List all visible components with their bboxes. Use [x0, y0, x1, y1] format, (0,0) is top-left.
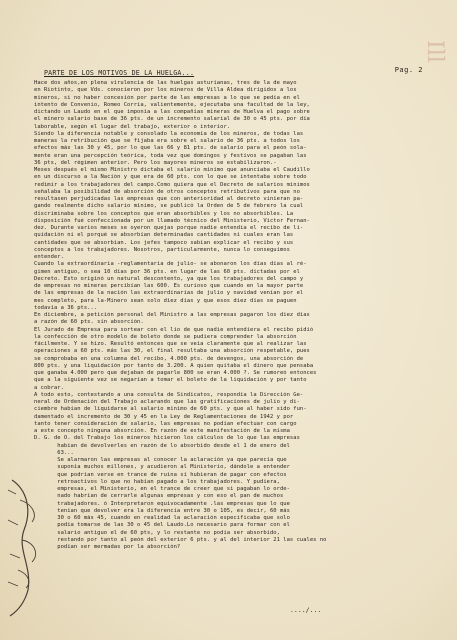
text-line: resultasen perjudicadas las empresas que con anterioridad al decreto vinieran pa- — [34, 196, 304, 202]
text-line: empresas, el Ministerio, en el trance de creer que si pagaban lo orde- — [34, 486, 290, 492]
margin-sketch — [2, 470, 62, 620]
text-line: retroactivos lo que no habían pagado a los trabajadores. Y pudiera, — [34, 478, 280, 485]
bleed-through-mark: Ill — [422, 40, 447, 63]
text-line: gimen antiguo, o sea 10 días por 36 pts. en lugar de las 60 pts. dictadas por el — [34, 268, 300, 275]
text-line: que ganaba 4.000 pero que dejaban de pagarle 800 se eran 4.000 ?. Se rumoreó entonces — [34, 370, 317, 376]
text-line: efectos más las 30 y 45, por lo que las 66 y 81 pts. de salario para el peón sola- — [34, 145, 307, 152]
text-line: disposición fué confeccionada por un llamado técnico del Ministerio, Victor Fernan- — [34, 217, 310, 224]
text-line: se comprobaba en una columna del recibo, 4.000 pts. de devengos, una absorción de — [34, 355, 304, 362]
text-line: nado habrían de cerrarle algunas empresas y con eso el pan de muchos — [34, 493, 284, 500]
text-line: conceptos a los trabajadores. Nosotros, particularmente, nunca lo conseguimos — [34, 246, 290, 253]
text-line: tanto tener consideración de salario, las empresas no podían efectuar con cargo — [34, 420, 297, 427]
text-line: discriminaba sobre los conceptos que eran absorbibles y los no absorbibles. La — [34, 210, 294, 217]
text-line: en Riotinto, que Vds. conocieron por los mineros de Villa Aldea dirigidos a los — [34, 87, 297, 94]
text-line: ciembre habían de liquidarse al salario mínimo de 60 pts. y que al haber sido fun- — [34, 406, 307, 413]
text-line: gando realmente dicho salario mínimo, se publicó la Orden de 5 de febrero la cual — [34, 203, 304, 210]
text-line: a este concepto ninguna absorción. En razón de este manifestación de la misma — [34, 428, 290, 434]
text-line: En diciembre, a petición personal del Ministro a las empresas pagaron los diez días — [34, 312, 310, 318]
text-line: habían de devolverles en razón de lo absorbido desde el 1 de enero del — [34, 442, 290, 449]
text-line: a razón de 60 pts. sin absorción. — [34, 319, 144, 326]
text-line: de las empresas de la nación las extraordinarias de julio y navidad venían por el — [34, 290, 304, 297]
text-line: A todo esto, contestando a una consulta de Sindicatos, respondía la Dirección Ge- — [34, 391, 304, 398]
text-line: damentado el incremento de 30 y 45 en la Ley de Reglamentaciones de 1942 y por — [34, 413, 294, 420]
text-line: todavía a 36 pts... — [34, 304, 98, 311]
text-line: mineros, si no haber concesión por parte de las empresas a lo que se pedía en el — [34, 94, 300, 101]
text-line: en un discurso a la Nación y que era de 60 pts. con lo que se intentaba sobre todo — [34, 174, 307, 181]
text-line: Meses después el mismo Ministro dictaba el salario mínimo que anunciaba el Caudillo — [34, 167, 310, 173]
text-line: trabajadores. ó Interpretaron equivocadamente .las empresas que lo que — [34, 500, 290, 507]
text-line: cantidades que se absorbían. Los jefes tampoco sabían explicar el recibo y sus — [34, 239, 294, 246]
text-line: neral de Ordenación del Trabajo aclarando que las gratificaciones de julio y di- — [34, 399, 300, 405]
text-line: señalaba la posibilidad de absorción de otros conceptos retributivos para que no — [34, 188, 300, 195]
text-line: restando por tanto al peón del exterior 6 pts. y al del interior 21 las cuales no — [34, 536, 327, 543]
text-line: 800 pts. y una liquidación por tanto de 3.200. A quien quitaba el dinero que pensaba — [34, 362, 314, 369]
text-line: redimir a los trabajadores del campo.Como quiera que el Decreto de salarios mínimos — [34, 181, 310, 188]
text-line: que a la siguiente vez se negarían a tomar el boleto de la liquidación y por tanto — [34, 377, 307, 384]
text-line: mente eran una percepción teórica, toda vez que domingos y festivos se pagaban las — [34, 152, 307, 159]
text-line: podía tomarse de las 30 o 45 del Laudo.Lo necesario para formar con el — [34, 522, 290, 529]
text-line: Hace dos años,en plena virulencia de las huelgas asturianas, tres de la de mayo — [34, 80, 297, 86]
text-line: podían ser mermadas por la absorción? — [34, 544, 181, 550]
text-line: salario antiguo el de 60 pts, y lo restante no podía ser absorbido, — [34, 529, 280, 536]
text-line: mes completo, para la-Minero sean solo diez días y que esos diez días se paguen — [34, 297, 297, 304]
text-line: quidación ni el porqué se absorbían determinadas cantidades ni cuales eran las — [34, 232, 294, 239]
text-line: suponía muchos millones, y acudieron al Ministerio, dándole a entender — [34, 464, 290, 471]
text-line: D. G. de O. del Trabajo los mineros hicieron los cálculos de lo que las empresas — [34, 435, 300, 442]
text-line: 30 o 60 más 45, cuando en realidad la aclaración especificaba que solo — [34, 515, 290, 521]
page-number: Pag. 2 — [394, 66, 423, 74]
text-line: 63... — [34, 449, 74, 456]
text-line: maneras la retribución que se fijaba era sobre el salario de 36 pts. a todos los — [34, 138, 300, 144]
text-line: Siendo la diferencia notable y consolado la economía de los mineros, de todas las — [34, 130, 304, 137]
text-line: entender. — [34, 254, 64, 260]
text-line: dictando un Laudo en el que imponía a las compañías mineras de Huelva el pago sobre — [34, 109, 310, 115]
text-line: El Jurado de Empresa para sortear con el lío de que nadie entendiera el recibo pidió — [34, 326, 314, 333]
text-line: que podrían verse en trance de ruina si hubieran de pagar con efectos — [34, 471, 287, 478]
text-line: el mínero salario base de 36 pts. de un incremento salarial de 30 o 45 pts. por día — [34, 116, 310, 123]
text-line: Se alarmaron las empresas al conocer la aclaración ya que parecía que — [34, 457, 287, 463]
text-line: de empresas no mineras percibían las 600. Es curioso que cuando en la mayor parte — [34, 283, 304, 289]
text-line: tenían que devolver era la diferencia entre 30 o 105, es decir, 60 más — [34, 507, 290, 514]
text-line: laborable, según el lugar del trabajo, exterior o interior. — [34, 123, 231, 130]
continuation-mark: ..../... — [290, 606, 322, 614]
text-line: Decreto. Esto originó un natural descontento, ya que los trabajadores del campo y — [34, 275, 304, 282]
text-line: la confección de otro modelo de boleto donde se pudiera comprender la absorción — [34, 333, 297, 340]
text-line: intento de Convenio, Romeo Corría, valientemente, ejecutaba una facultad de la ley, — [34, 101, 310, 108]
text-line: a cobrar. — [34, 384, 64, 391]
text-line: 36 pts, del régimen anterior. Pero los mayores mineros se estabilizaron.- — [34, 159, 277, 166]
section-heading: PARTE DE LOS MOTIVOS DE LA HUELGA... — [44, 69, 195, 77]
text-line: operaciones a 60 pts. más las 30, el final resultaba una absorción respetable, pues — [34, 348, 310, 355]
text-line: Cuando la extraordinaria -reglamentaria de julio- se abonaron los días días al ré- — [34, 261, 307, 268]
body-text — [34, 80, 430, 551]
text-line: fácilmente. Y se hizo. Resultó entonces que se veía claramente que al realizar las — [34, 341, 307, 347]
text-line: dez. Durante varios meses se oyeron quejas porque nadie entendía el recibo de li- — [34, 225, 304, 231]
